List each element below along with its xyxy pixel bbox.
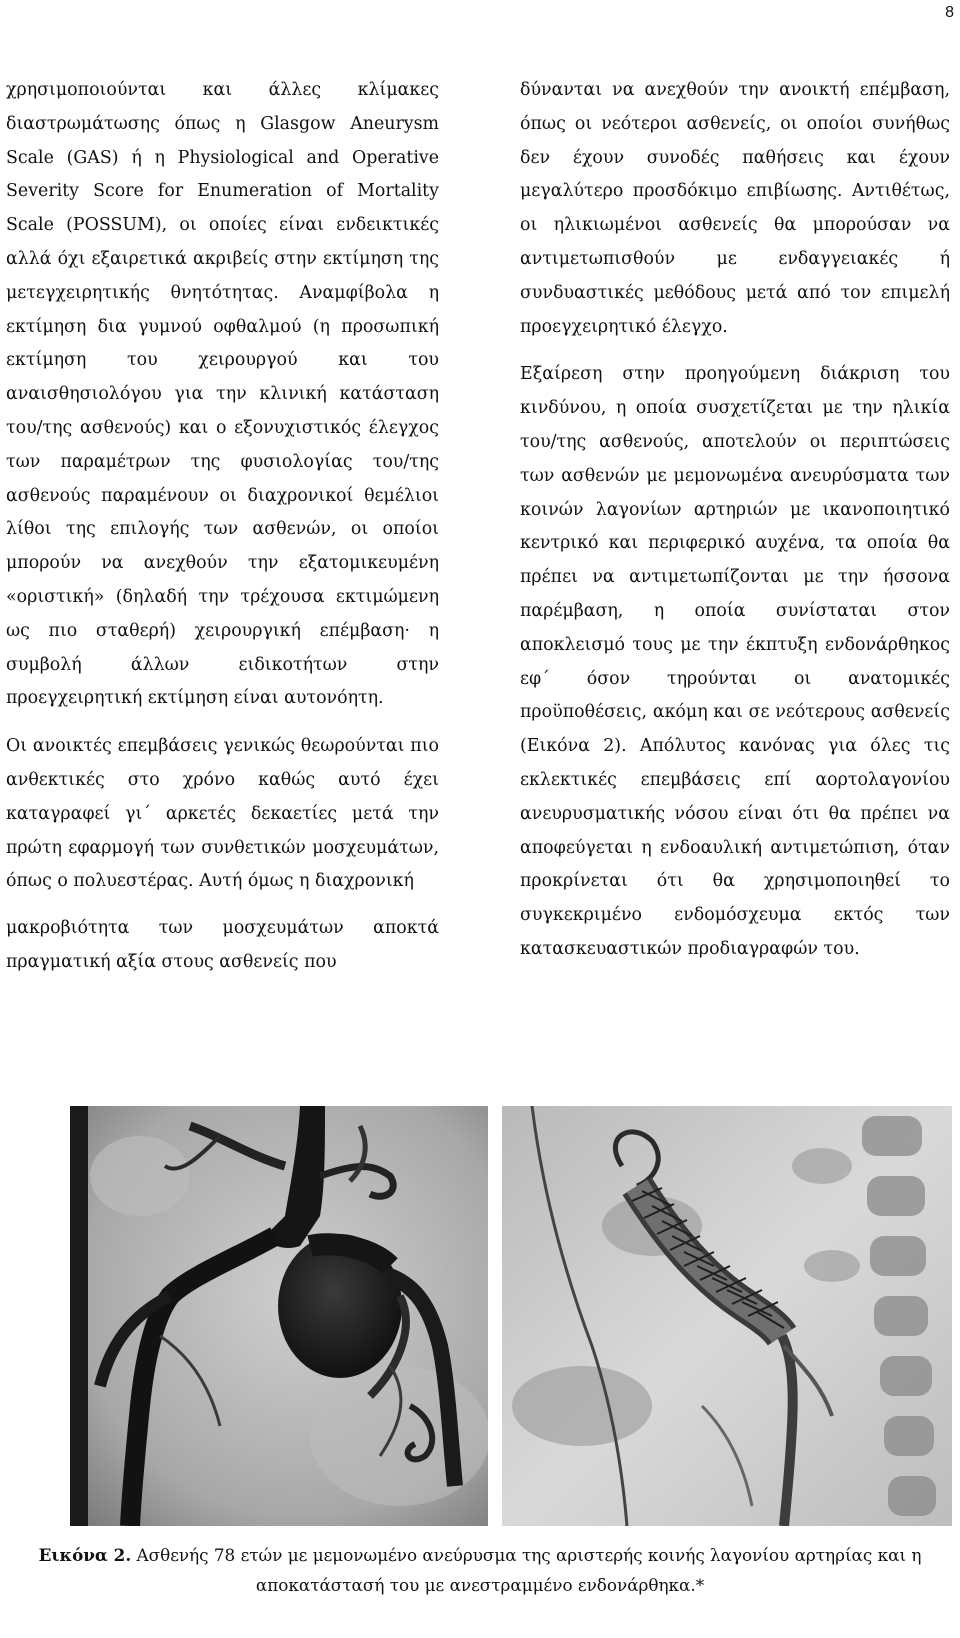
figure-caption-label: Εικόνα 2. — [38, 1545, 132, 1565]
left-text-column — [6, 74, 439, 980]
fluoroscopy-endograft-image — [502, 1106, 952, 1526]
page-number: 8 — [945, 4, 954, 21]
figure-caption — [10, 1540, 950, 1600]
figure-2 — [70, 1106, 950, 1526]
left-paragraph-2: Οι ανοικτές επεμβάσεις γενικώς θεωρούνται πιο ανθεκτικές στο χρόνο καθώς αυτό έχει καταγραφεί γι΄ αρκετές δεκαετίες μετά την πρώτη εφαρμογή των συνθετικών μοσχευμάτων, όπως ο πολυεστέρας. Αυτή όμως η διαχρονική — [6, 736, 439, 892]
right-paragraph-2: Εξαίρεση στην προηγούμενη διάκριση του κινδύνου, η οποία συσχετίζεται με την ηλικία του/της ασθενούς, αποτελούν οι περιπτώσεις των ασθενών με μεμονωμένα ανευρύσματα των κοινών λαγονίων αρτηριών με ικανοποιητικό κεντρικό και περιφερικό αυχένα, τα οποία θα πρέπει να αντιμετωπίζονται με την ήσσονα παρέμβαση, η οποία συνίσταται στον αποκλεισμό τους με την έκπτυξη ενδονάρθηκος εφ΄ όσον τηρούνται οι ανατομικές προϋποθέσεις, ακόμη και σε νεότερους ασθενείς (Εικόνα 2). Απόλυτος κανόνας για όλες τις εκλεκτικές επεμβάσεις επί αορτολαγονίου ανευρυσματικής νόσου είναι ότι θα πρέπει να αποφεύγεται η ενδοαυλική αντιμετώπιση, όταν προκρίνεται ότι θα χρησιμοποιηθεί το συγκεκριμένο ενδομόσχευμα εκτός των κατασκευαστικών προδιαγραφών του. — [520, 364, 950, 959]
left-paragraph-3: μακροβιότητα των μοσχευμάτων αποκτά πραγματική αξία στους ασθενείς που — [6, 918, 439, 972]
figure-caption-text: Ασθενής 78 ετών με μεμονωμένο ανεύρυσμα της αριστερής κοινής λαγονίου αρτηρίας και η αποκατάστασή του με ανεστραμμένο ενδονάρθηκα.* — [131, 1545, 922, 1595]
angiogram-preoperative-image — [70, 1106, 488, 1526]
right-text-column — [520, 74, 950, 967]
left-paragraph-1: χρησιμοποιούνται και άλλες κλίμακες διαστρωμάτωσης όπως η Glasgow Aneurysm Scale (GAS) ή η Physiological and Operative Severity Score for Enumeration of Mortality Scale (POSSUM), οι οποίες είναι ενδεικτικές αλλά όχι εξαιρετικά ακριβείς στην εκτίμηση της μετεγχειρητικής θνητότητας. Αναμφίβολα η εκτίμηση δια γυμνού οφθαλμού (η προσωπική εκτίμηση του χειρουργού και του αναισθησιολόγου για την κλινική κατάσταση του/της ασθενούς) και ο εξονυχιστικός έλεγχος των παραμέτρων της φυσιολογίας του/της ασθενούς παραμένουν οι διαχρονικοί θεμέλιοι λίθοι της επιλογής των ασθενών, οι οποίοι μπορούν να ανεχθούν την εξατομικευμένη «οριστική» (δηλαδή την τρέχουσα εκτιμώμενη ως πιο σταθερή) χειρουργική επέμβαση· η συμβολή άλλων ειδικοτήτων στην προεγχειρητική εκτίμηση είναι αυτονόητη. — [6, 80, 439, 709]
right-paragraph-1: δύνανται να ανεχθούν την ανοικτή επέμβαση, όπως οι νεότεροι ασθενείς, οι οποίοι συνήθως δεν έχουν συνοδές παθήσεις και έχουν μεγαλύτερο προσδόκιμο επιβίωσης. Αντιθέτως, οι ηλικιωμένοι ασθενείς θα μπορούσαν να αντιμετωπισθούν με ενδαγγειακές ή συνδυαστικές μεθόδους μετά από τον επιμελή προεγχειρητικό έλεγχο. — [520, 80, 950, 337]
